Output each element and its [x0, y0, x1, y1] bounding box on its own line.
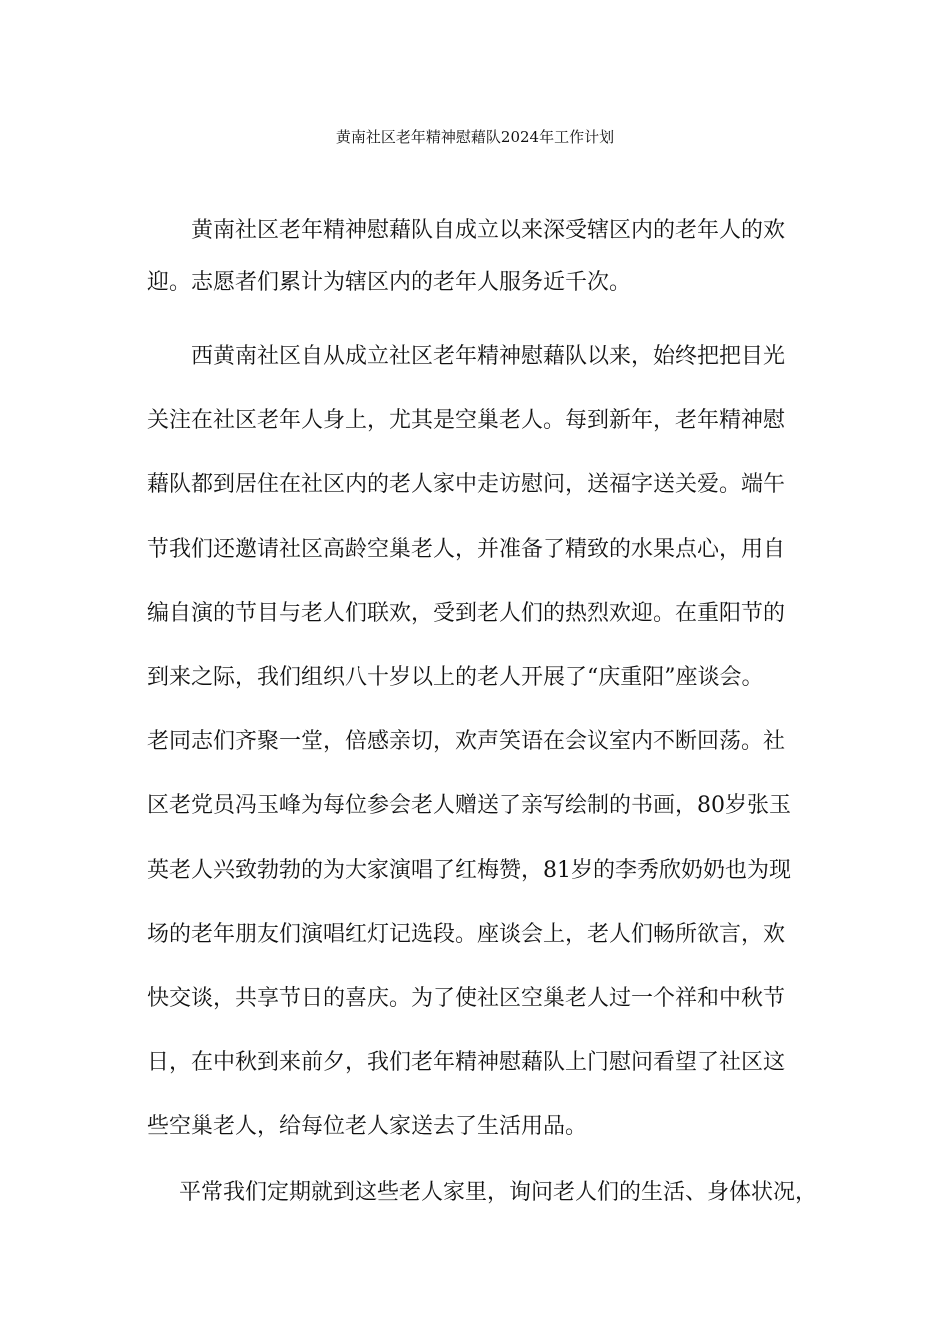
paragraph-line: 些空巢老人，给每位老人家送去了生活用品。 [147, 1114, 588, 1140]
paragraph-line: 区老党员冯玉峰为每位参会老人赠送了亲写绘制的书画，80岁张玉 [147, 793, 791, 819]
paragraph-line: 藉队都到居住在社区内的老人家中走访慰问，送福字送关爱。端午 [147, 472, 786, 498]
paragraph-2 [147, 325, 817, 1159]
paragraph-line: 西黄南社区自从成立社区老年精神慰藉队以来，始终把把目光 [191, 344, 786, 369]
paragraph-line: 黄南社区老年精神慰藉队自成立以来深受辖区内的老年人的欢 [191, 218, 786, 243]
paragraph-line: 编自演的节目与老人们联欢，受到老人们的热烈欢迎。在重阳节的 [147, 600, 786, 626]
paragraph-line: 英老人兴致勃勃的为大家演唱了红梅赞，81岁的李秀欣奶奶也为现 [147, 857, 791, 883]
paragraph-line: 到来之际，我们组织八十岁以上的老人开展了“庆重阳”座谈会。 [147, 664, 764, 690]
paragraph-line: 节我们还邀请社区高龄空巢老人，并准备了精致的水果点心，用自 [147, 536, 786, 562]
document-title: 黄南社区老年精神慰藉队2024年工作计划 [335, 128, 615, 146]
paragraph-line: 平常我们定期就到这些老人家里，询问老人们的生活、身体状况， [179, 1180, 818, 1206]
paragraph-line: 日，在中秋到来前夕，我们老年精神慰藉队上门慰问看望了社区这 [147, 1050, 786, 1076]
paragraph-line: 迎。志愿者们累计为辖区内的老年人服务近千次。 [147, 270, 632, 295]
paragraph-3 [147, 1167, 817, 1219]
paragraph-line: 老同志们齐聚一堂，倍感亲切，欢声笑语在会议室内不断回荡。社 [147, 729, 786, 755]
paragraph-line: 场的老年朋友们演唱红灯记选段。座谈会上，老人们畅所欲言，欢 [147, 921, 786, 947]
paragraph-1 [147, 205, 817, 309]
document-body [147, 205, 817, 1219]
paragraph-line: 快交谈，共享节日的喜庆。为了使社区空巢老人过一个祥和中秋节 [147, 985, 786, 1011]
paragraph-line: 关注在社区老年人身上，尤其是空巢老人。每到新年，老年精神慰 [147, 408, 786, 434]
